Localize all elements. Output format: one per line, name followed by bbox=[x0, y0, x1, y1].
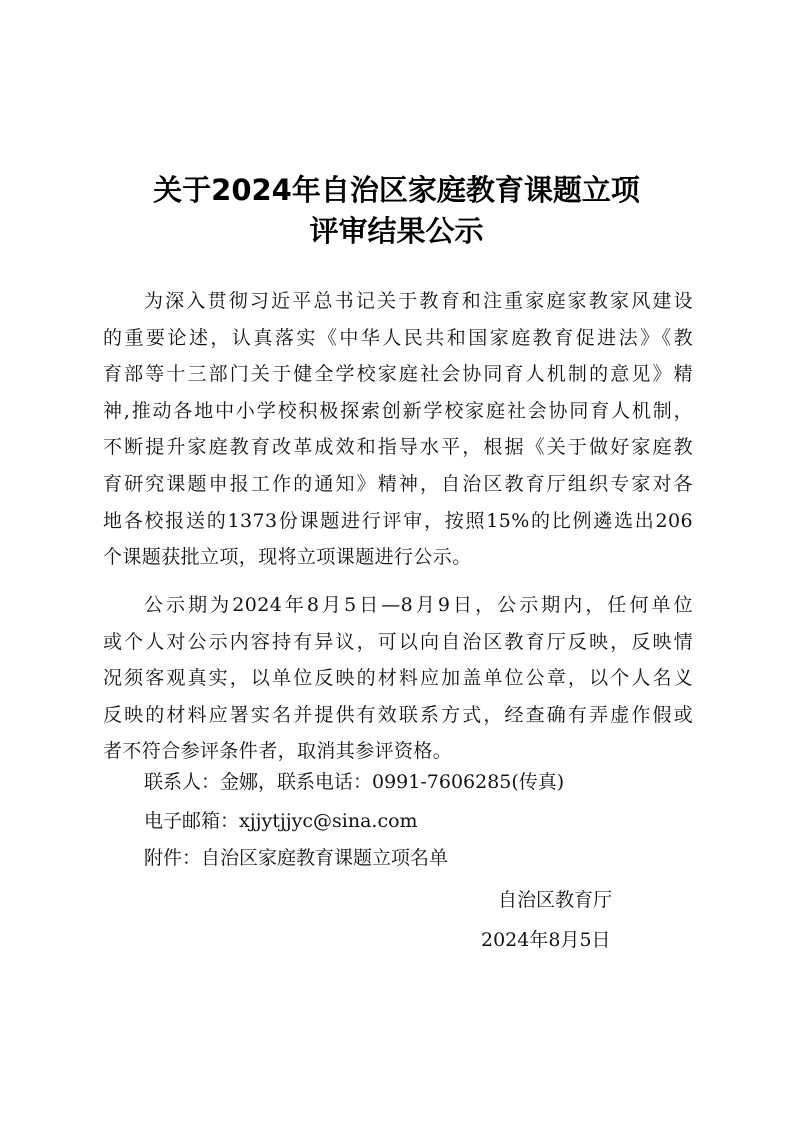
issue-date: 2024年8月5日 bbox=[481, 929, 611, 951]
document-title-line-2: 评审结果公示 bbox=[309, 214, 484, 248]
paragraph-line: 者不符合参评条件者，取消其参评资格。 bbox=[103, 740, 453, 763]
contact-email: 电子邮箱：xjjytjjyc@sina.com bbox=[144, 810, 418, 832]
document-title-line-1: 关于2024年自治区家庭教育课题立项 bbox=[153, 173, 640, 207]
paragraph-line: 反映的材料应署实名并提供有效联系方式，经查确有弄虚作假或 bbox=[103, 703, 693, 726]
paragraph-line: 或个人对公示内容持有异议，可以向自治区教育厅反映，反映情 bbox=[103, 630, 693, 653]
paragraph-line: 育研究课题申报工作的通知》精神，自治区教育厅组织专家对各 bbox=[103, 472, 693, 495]
paragraph-line: 不断提升家庭教育改革成效和指导水平，根据《关于做好家庭教 bbox=[103, 436, 693, 459]
paragraph-1 bbox=[103, 283, 693, 576]
issuer-signature: 自治区教育厅 bbox=[498, 889, 613, 911]
paragraph-line: 的重要论述，认真落实《中华人民共和国家庭教育促进法》《教 bbox=[103, 326, 693, 349]
paragraph-line: 神,推动各地中小学校积极探索创新学校家庭社会协同育人机制， bbox=[103, 399, 693, 422]
paragraph-line: 个课题获批立项，现将立项课题进行公示。 bbox=[103, 546, 472, 569]
paragraph-line: 地各校报送的1373份课题进行评审，按照15%的比例遴选出206 bbox=[103, 509, 693, 532]
paragraph-2 bbox=[103, 587, 693, 770]
paragraph-line: 为深入贯彻习近平总书记关于教育和注重家庭家教家风建设 bbox=[144, 290, 693, 312]
contact-person: 联系人：金娜，联系电话：0991-7606285(传真) bbox=[144, 771, 565, 793]
paragraph-line: 况须客观真实，以单位反映的材料应加盖单位公章，以个人名义 bbox=[103, 667, 693, 690]
attachment-note: 附件：自治区家庭教育课题立项名单 bbox=[144, 847, 449, 869]
paragraph-line: 育部等十三部门关于健全学校家庭社会协同育人机制的意见》精 bbox=[103, 363, 693, 386]
paragraph-line: 公示期为2024年8月5日—8月9日，公示期内，任何单位 bbox=[144, 594, 693, 616]
